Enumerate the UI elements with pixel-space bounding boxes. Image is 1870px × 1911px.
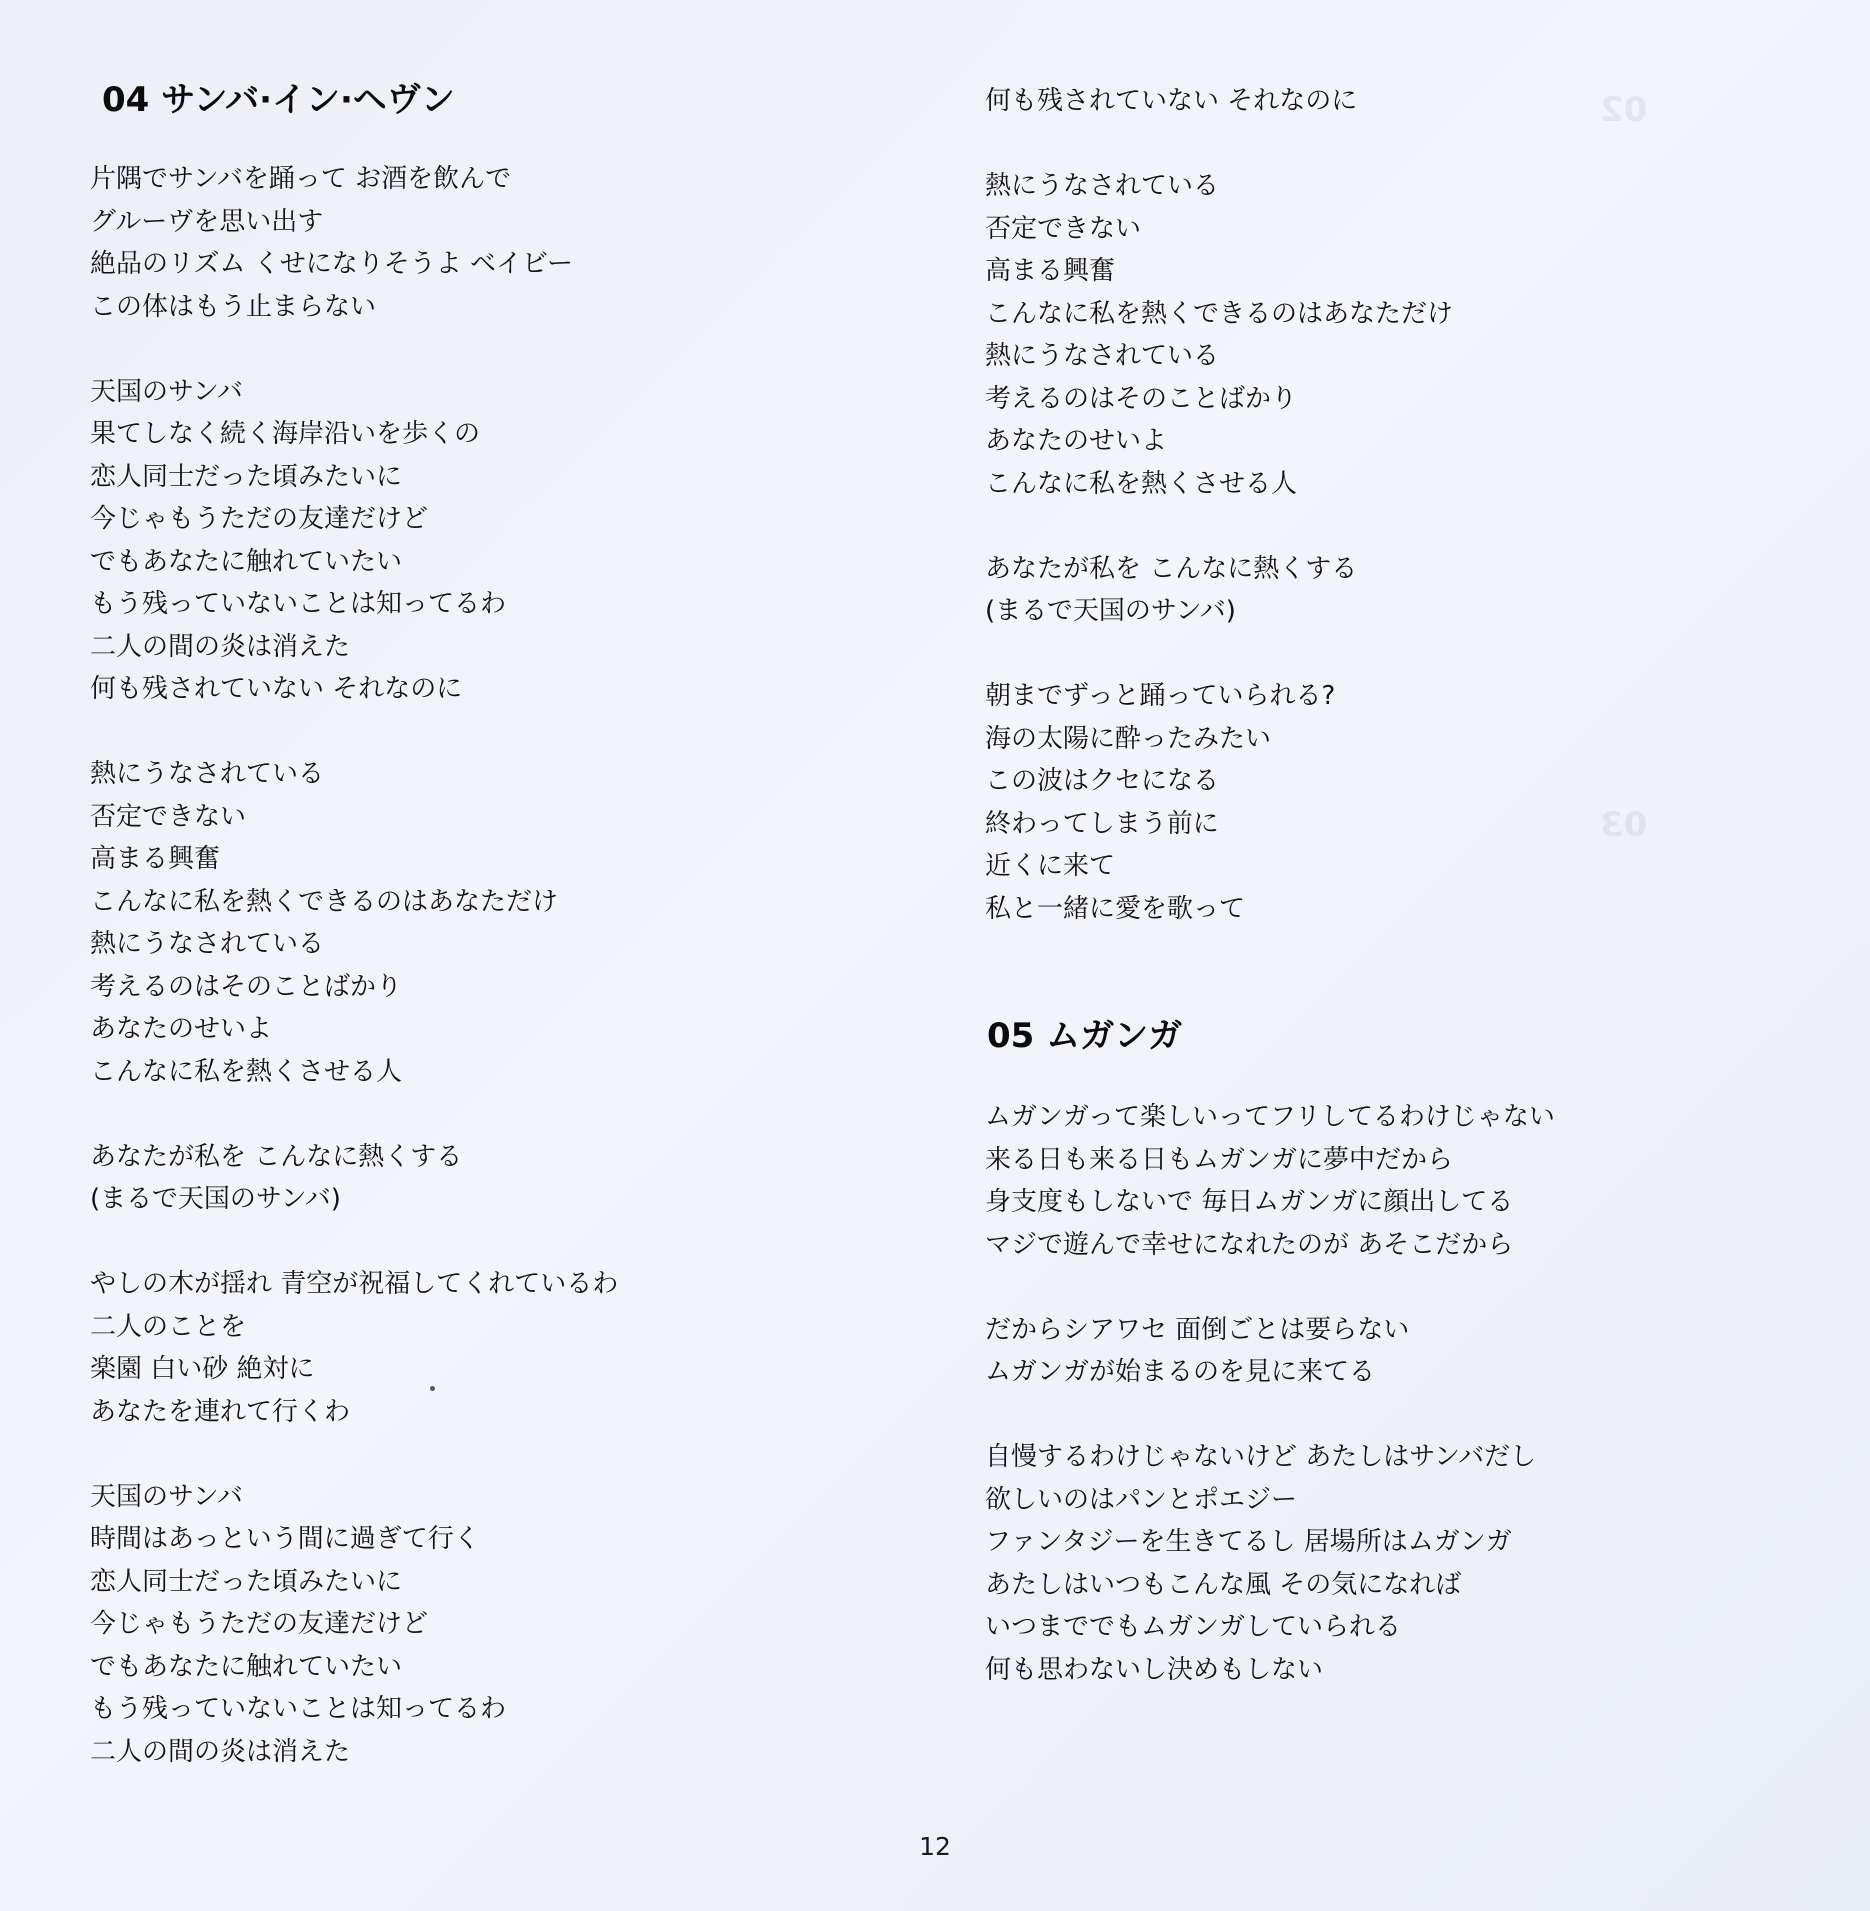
- lyric-line: だからシアワセ 面倒ごとは要らない: [985, 1314, 1410, 1345]
- lyric-line: あなたのせいよ: [90, 1014, 273, 1044]
- lyric-line: グルーヴを思い出す: [90, 206, 324, 237]
- lyric-line: (まるで天国のサンバ): [90, 1184, 341, 1214]
- lyric-line: 終わってしまう前に: [985, 808, 1219, 839]
- lyric-line: 考えるのはそのことばかり: [90, 971, 403, 1002]
- lyric-line: あたしはいつもこんな風 その気になれば: [985, 1569, 1462, 1600]
- page-number: 12: [919, 1832, 951, 1861]
- stanza-break: [985, 505, 1453, 548]
- stanza-break: [90, 1221, 618, 1264]
- lyric-line: 熱にうなされている: [985, 341, 1220, 371]
- lyric-line: 何も思わないし決めもしない: [985, 1654, 1324, 1685]
- lyric-line: 恋人同士だった頃みたいに: [90, 1566, 403, 1597]
- lyric-line: こんなに私を熱くさせる人: [985, 468, 1298, 499]
- lyric-line: 熱にうなされている: [985, 171, 1220, 201]
- lyric-line: 私と一緒に愛を歌って: [985, 893, 1246, 924]
- show-through-title: 03: [1600, 805, 1648, 845]
- stanza-break: [90, 711, 618, 754]
- show-through-title: 02: [1600, 90, 1648, 130]
- lyric-line: 何も残されていない それなのに: [90, 674, 463, 704]
- lyrics-block-right-song-05: [985, 1096, 1555, 1691]
- lyric-line: こんなに私を熱くさせる人: [90, 1056, 403, 1087]
- print-speck: [430, 1386, 435, 1391]
- lyric-line: いつまででもムガンガしていられる: [985, 1612, 1402, 1642]
- lyric-line: 身支度もしないで 毎日ムガンガに顔出してる: [985, 1187, 1514, 1217]
- lyric-line: こんなに私を熱くできるのはあなただけ: [985, 298, 1454, 329]
- lyric-line: マジで遊んで幸せになれたのが あそこだから: [985, 1229, 1514, 1260]
- lyric-line: 朝までずっと踊っていられる?: [985, 681, 1336, 711]
- lyric-line: 何も残されていない それなのに: [985, 86, 1358, 116]
- lyric-line: 熱にうなされている: [90, 759, 325, 789]
- lyric-line: 果てしなく続く海岸沿いを歩くの: [90, 419, 481, 449]
- stanza-break: [985, 1266, 1555, 1309]
- lyric-line: ファンタジーを生きてるし 居場所はムガンガ: [985, 1527, 1512, 1557]
- lyric-line: 今じゃもうただの友達だけど: [90, 504, 429, 534]
- lyric-line: あなたを連れて行くわ: [90, 1396, 351, 1427]
- lyric-line: 二人のことを: [90, 1311, 247, 1342]
- lyric-line: 時間はあっという間に過ぎて行く: [90, 1524, 480, 1554]
- stanza-break: [90, 328, 618, 371]
- lyric-line: あなたが私を こんなに熱くする: [90, 1141, 463, 1172]
- lyric-line: 熱にうなされている: [90, 929, 325, 959]
- lyric-line: ムガンガって楽しいってフリしてるわけじゃない: [985, 1102, 1555, 1132]
- stanza-break: [985, 123, 1453, 166]
- stanza-break: [985, 633, 1453, 676]
- lyric-line: 天国のサンバ: [90, 1481, 243, 1512]
- lyric-line: 片隅でサンバを踊って お酒を飲んで: [90, 164, 512, 194]
- lyric-line: ムガンガが始まるのを見に来てる: [985, 1357, 1376, 1387]
- lyric-line: 高まる興奮: [90, 844, 221, 874]
- lyrics-block-right-continuation: [985, 80, 1453, 930]
- lyric-line: 二人の間の炎は消えた: [90, 631, 351, 662]
- lyric-line: 海の太陽に酔ったみたい: [985, 723, 1272, 754]
- lyric-line: 自慢するわけじゃないけど あたしはサンバだし: [985, 1442, 1537, 1472]
- lyrics-block-left: [90, 158, 618, 1773]
- song-title-04: 04 サンバ·イン·ヘヴン: [102, 80, 455, 120]
- lyric-line: (まるで天国のサンバ): [985, 596, 1236, 626]
- lyric-line: 来る日も来る日もムガンガに夢中だから: [985, 1144, 1454, 1175]
- lyric-line: あなたが私を こんなに熱くする: [985, 553, 1358, 584]
- lyric-line: やしの木が揺れ 青空が祝福してくれているわ: [90, 1269, 619, 1299]
- lyric-line: 絶品のリズム くせになりそうよ ベイビー: [90, 249, 573, 279]
- lyric-line: 高まる興奮: [985, 256, 1116, 286]
- lyric-line: でもあなたに触れていたい: [90, 1651, 403, 1682]
- lyric-line: 恋人同士だった頃みたいに: [90, 461, 403, 492]
- lyric-line: 否定できない: [90, 801, 247, 832]
- lyric-line: 二人の間の炎は消えた: [90, 1736, 351, 1767]
- lyric-line: もう残っていないことは知ってるわ: [90, 589, 507, 619]
- stanza-break: [90, 1433, 618, 1476]
- lyric-line: もう残っていないことは知ってるわ: [90, 1694, 507, 1724]
- lyric-line: こんなに私を熱くできるのはあなただけ: [90, 886, 559, 917]
- lyric-line: 今じゃもうただの友達だけど: [90, 1609, 429, 1639]
- lyric-line: 欲しいのはパンとポエジー: [985, 1484, 1298, 1515]
- lyric-line: でもあなたに触れていたい: [90, 546, 403, 577]
- lyric-line: 否定できない: [985, 213, 1142, 244]
- lyric-line: 天国のサンバ: [90, 376, 243, 407]
- song-title-05: 05 ムガンガ: [987, 1016, 1183, 1056]
- lyric-line: この体はもう止まらない: [90, 291, 377, 322]
- stanza-break: [985, 1394, 1555, 1437]
- lyric-line: 楽園 白い砂 絶対に: [90, 1354, 315, 1384]
- lyric-line: 近くに来て: [985, 851, 1116, 881]
- stanza-break: [90, 1093, 618, 1136]
- lyric-line: 考えるのはそのことばかり: [985, 383, 1298, 414]
- lyric-line: あなたのせいよ: [985, 426, 1168, 456]
- lyric-line: この波はクセになる: [985, 766, 1220, 796]
